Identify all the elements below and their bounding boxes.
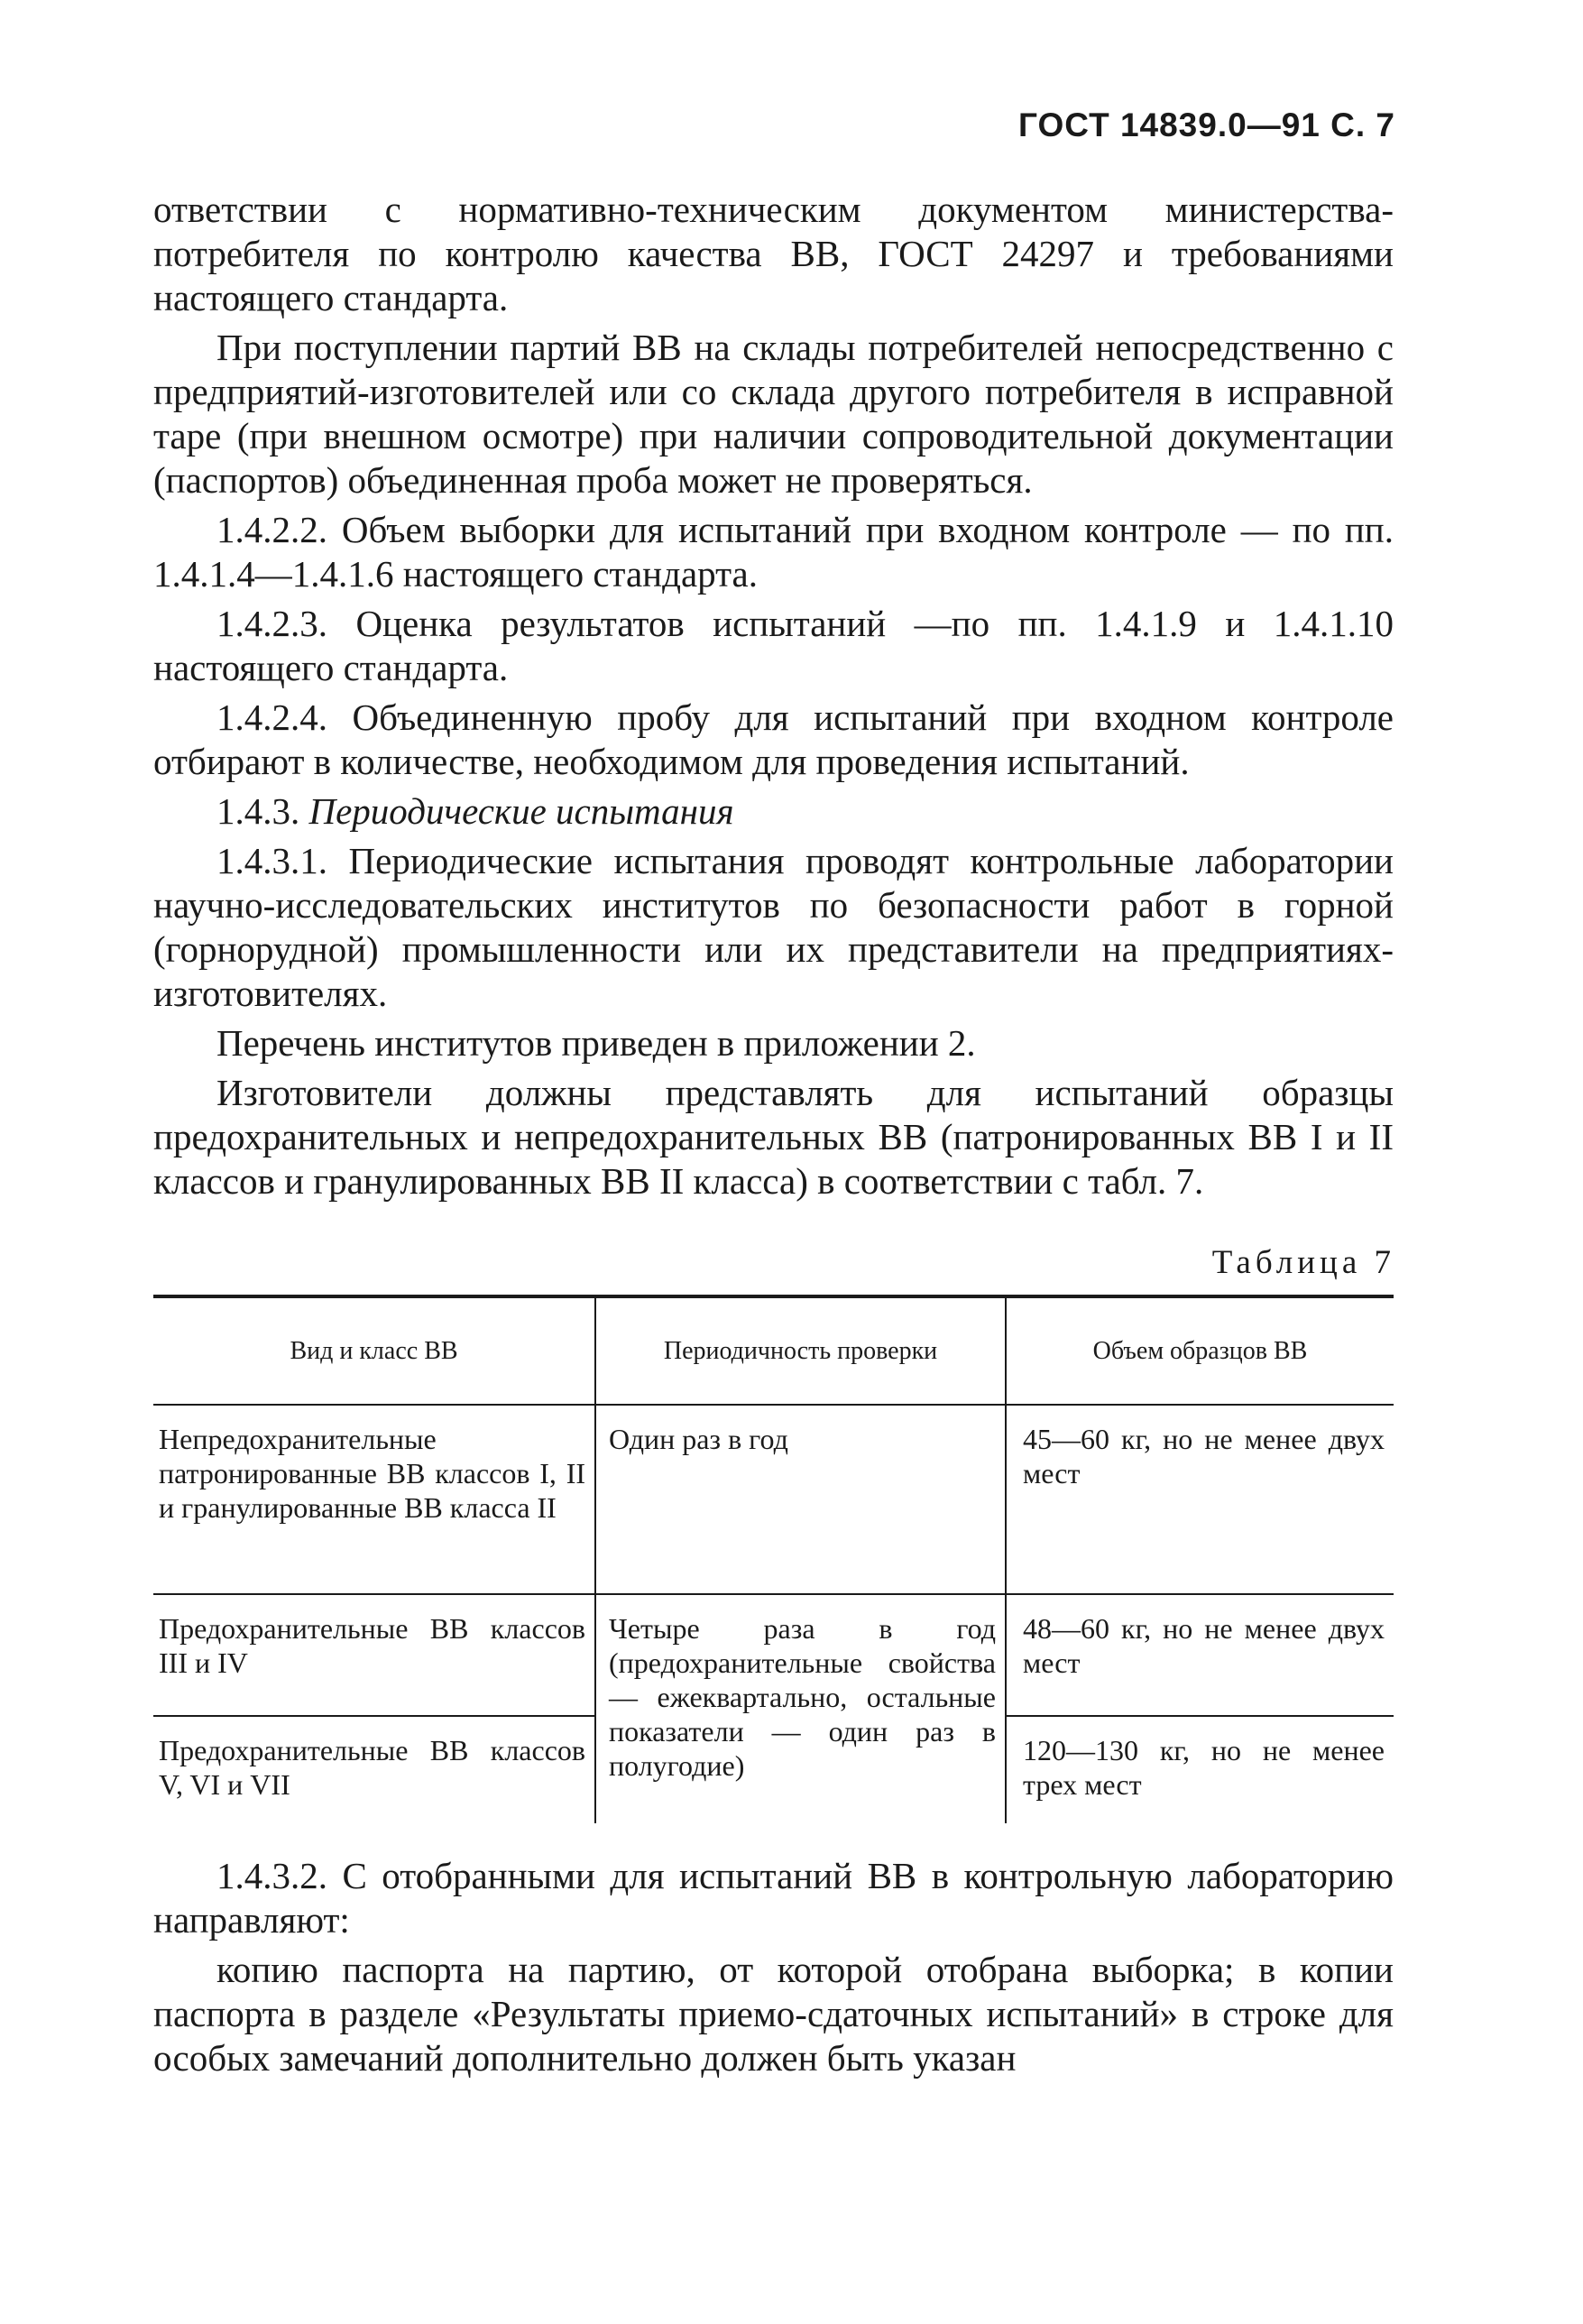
column-header-period: Периодичность проверки xyxy=(595,1296,1006,1405)
main-text xyxy=(153,188,1394,1209)
standard-number: ГОСТ 14839.0—91 xyxy=(1018,106,1321,143)
page-number: С. 7 xyxy=(1330,106,1395,143)
paragraph: копию паспорта на партию, от которой отобрана выборка; в копии паспорта в разделе «Результаты приемо-сдаточных испытаний» в строке для особых замечаний дополнительно должен быть указан xyxy=(153,1949,1394,2079)
table-header-row xyxy=(153,1296,1394,1405)
section-heading xyxy=(153,789,1394,834)
cell-kind: Непредохранительные патронированные ВВ классов I, II и гранулированные ВВ класса II xyxy=(159,1423,585,1524)
cell-volume: 48—60 кг, но не менее двух мест xyxy=(1006,1594,1394,1716)
paragraph: 1.4.2.3. Оценка результатов испытаний —по пп. 1.4.1.9 и 1.4.1.10 настоящего стандарта. xyxy=(153,603,1394,688)
paragraph: 1.4.2.4. Объединенную пробу для испытаний при входном контроле отбирают в количестве, необходимом для проведения испытаний. xyxy=(153,696,1394,782)
section-title: Периодические испытания xyxy=(308,790,734,832)
paragraph: 1.4.2.2. Объем выборки для испытаний при входном контроле — по пп. 1.4.1.4—1.4.1.6 настоящего стандарта. xyxy=(153,509,1394,595)
page-header xyxy=(1018,106,1395,144)
paragraph: Изготовители должны представлять для испытаний образцы предохранительных и непредохранительных ВВ (патронированных ВВ I и II классов и гранулированных ВВ II класса) в соответствии с табл. 7. xyxy=(153,1072,1394,1202)
cell-period: Один раз в год xyxy=(595,1405,1006,1594)
paragraph: Перечень институтов приведен в приложении 2. xyxy=(216,1022,976,1064)
paragraph: 1.4.3.2. С отобранными для испытаний ВВ в контрольную лабораторию направляют: xyxy=(153,1855,1394,1941)
cell-volume: 45—60 кг, но не менее двух мест xyxy=(1006,1405,1394,1594)
continuation-text xyxy=(153,1854,1394,2086)
cell-kind: Предохранительные ВВ классов V, VI и VII xyxy=(153,1716,595,1823)
table-row xyxy=(153,1594,1394,1716)
table-7 xyxy=(153,1295,1394,1823)
section-number: 1.4.3. xyxy=(216,790,300,832)
table-caption: Таблица 7 xyxy=(1211,1244,1395,1281)
cell-volume: 120—130 кг, но не менее трех мест xyxy=(1006,1716,1394,1823)
cell-period: Четыре раза в год (предохранительные свойства — ежеквартально, остальные показатели — один раз в полугодие) xyxy=(595,1594,1006,1823)
paragraph: При поступлении партий ВВ на склады потребителей непосредственно с предприятий-изготовителей или со склада другого потребителя в исправной таре (при внешном осмотре) при наличии сопроводительной документации (паспортов) объединенная проба может не проверяться. xyxy=(153,327,1394,501)
cell-kind: Предохранительные ВВ классов III и IV xyxy=(153,1594,595,1716)
column-header-volume: Объем образцов ВВ xyxy=(1006,1296,1394,1405)
table-row xyxy=(153,1405,1394,1594)
paragraph: ответствии с нормативно-техническим документом министерства-потребителя по контролю качества ВВ, ГОСТ 24297 и требованиями настоящего стандарта. xyxy=(153,189,1394,318)
column-header-kind: Вид и класс ВВ xyxy=(153,1296,595,1405)
paragraph: 1.4.3.1. Периодические испытания проводят контрольные лаборатории научно-исследовательских институтов по безопасности работ в горной (горнорудной) промышленности или их представители на предприятиях-изготовителях. xyxy=(153,840,1394,1014)
